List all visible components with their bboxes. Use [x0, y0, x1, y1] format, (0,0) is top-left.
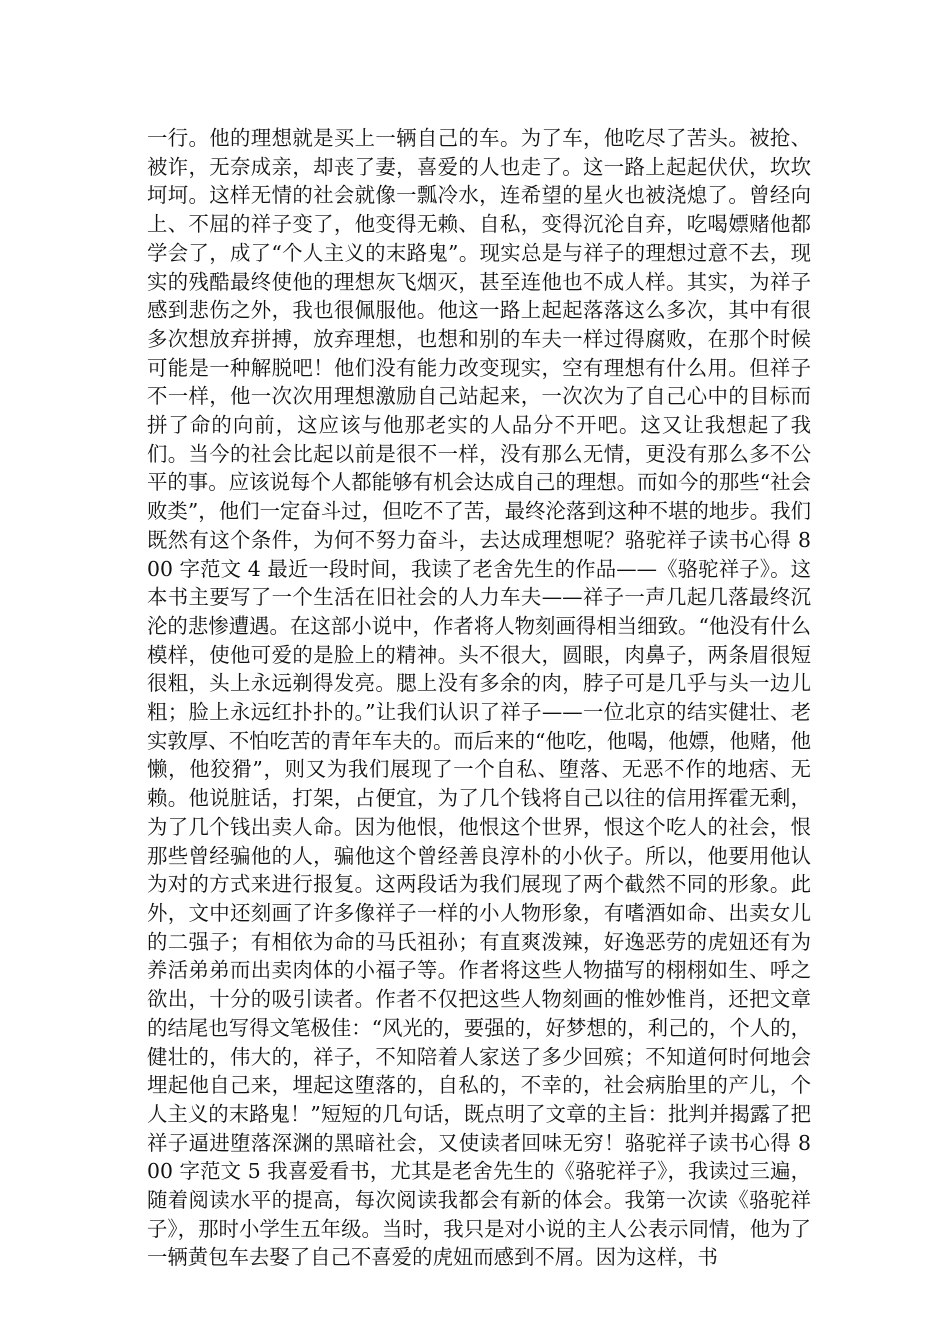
body-paragraph: 一行。他的理想就是买上一辆自己的车。为了车，他吃尽了苦头。被抢、被诈，无奈成亲，却丧了妻，喜爱的人也走了。这一路上起起伏伏，坎坎坷坷。这样无情的社会就像一瓢冷水，连希望的星火也被浇熄了。曾经向上、不屈的祥子变了，他变得无赖、自私，变得沉沦自弃，吃喝嫖赌他都学会了，成了“个人主义的末路鬼”。现实总是与祥子的理想过意不去，现实的残酷最终使他的理想灰飞烟灭，甚至连他也不成人样。其实，为祥子感到悲伤之外，我也很佩服他。他这一路上起起落落这么多次，其中有很多次想放弃拼搏，放弃理想，也想和别的车夫一样过得腐败，在那个时候可能是一种解脱吧！他们没有能力改变现实，空有理想有什么用。但祥子不一样，他一次次用理想激励自己站起来，一次次为了自己心中的目标而拼了命的向前，这应该与他那老实的人品分不开吧。这又让我想起了我们。当今的社会比起以前是很不一样，没有那么无情，更没有那么多不公平的事。应该说每个人都能够有机会达成自己的理想。而如今的那些“社会败类”，他们一定奋斗过，但吃不了苦，最终沦落到这种不堪的地步。我们既然有这个条件，为何不努力奋斗，去达成理想呢？骆驼祥子读书心得 800 字范文 4 最近一段时间，我读了老舍先生的作品——《骆驼祥子》。这本书主要写了一个生活在旧社会的人力车夫——祥子一声几起几落最终沉沦的悲惨遭遇。在这部小说中，作者将人物刻画得相当细致。“他没有什么模样，使他可爱的是脸上的精神。头不很大，圆眼，肉鼻子，两条眉很短很粗，头上永远剃得发亮。腮上没有多余的肉，脖子可是几乎与头一边儿粗；脸上永远红扑扑的。”让我们认识了祥子——一位北京的结实健壮、老实敦厚、不怕吃苦的青年车夫的。而后来的“他吃，他喝，他嫖，他赌，他懒，他狡猾”，则又为我们展现了一个自私、堕落、无恶不作的地痞、无赖。他说脏话，打架，占便宜，为了几个钱将自己以往的信用挥霍无剩，为了几个钱出卖人命。因为他恨，他恨这个世界，恨这个吃人的社会，恨那些曾经骗他的人，骗他这个曾经善良淳朴的小伙子。所以，他要用他认为对的方式来进行报复。这两段话为我们展现了两个截然不同的形象。此外，文中还刻画了许多像祥子一样的小人物形象，有嗜酒如命、出卖女儿的二强子；有相依为命的马氏祖孙；有直爽泼辣，好逸恶劳的虎妞还有为养活弟弟而出卖肉体的小福子等。作者将这些人物描写的栩栩如生、呼之欲出，十分的吸引读者。作者不仅把这些人物刻画的惟妙惟肖，还把文章的结尾也写得文笔极佳：“风光的，要强的，好梦想的，利己的，个人的，健壮的，伟大的，祥子，不知陪着人家送了多少回殡；不知道何时何地会埋起他自己来，埋起这堕落的，自私的，不幸的，社会病胎里的产儿，个人主义的末路鬼！”短短的几句话，既点明了文章的主旨：批判并揭露了把祥子逼进堕落深渊的黑暗社会，又使读者回味无穷！骆驼祥子读书心得 800 字范文 5 我喜爱看书，尤其是老舍先生的《骆驼祥子》，我读过三遍，随着阅读水平的提高，每次阅读我都会有新的体会。我第一次读《骆驼祥子》，那时小学生五年级。当时，我只是对小说的主人公表示同情，他为了一辆黄包车去娶了自己不喜爱的虎妞而感到不屑。因为这样，书 — [147, 126, 811, 1270]
